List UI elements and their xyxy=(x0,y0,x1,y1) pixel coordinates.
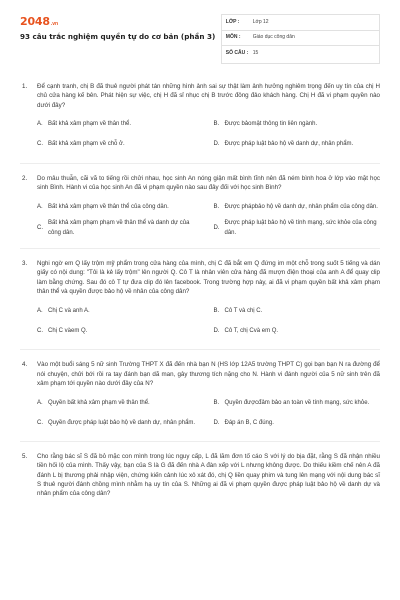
question-text: Cho rằng bác sĩ S đã bỏ mặc con mình trong lúc nguy cấp, L đã lăm đơn tố cáo S với lý do bịa đặt, rằng S đã nhận nhiều tiền hối lộ của mình. Thấy vậy, bạn của S là G đã đến nhà A đàn xếp với L nhưng không được. Do thiếu kiềm chế nên A đã đánh L bị thương phải nhập viện, chứng kiến cảnh lúc xô xát đó, chị Q liền quay phim và tung lên mạng với nội dung bác sĩ S thuê người đánh chồng mình nhằm hạ uy tín của S. Những ai đã vi phạm quyền được pháp luật bảo hộ về danh dự và nhân phẩm của công dân? xyxy=(37,453,380,498)
page-title: 93 câu trắc nghiệm quyền tự do cơ bản (phần 3) xyxy=(20,32,216,41)
option-letter: C. xyxy=(37,419,43,426)
answer-option-c[interactable] xyxy=(37,135,204,155)
info-value: Giáo dục công dân xyxy=(252,34,295,40)
option-text: Cô T, chị Cvà em Q. xyxy=(224,327,279,334)
option-text: Quyền bất khả xâm phạm về thân thể. xyxy=(48,399,150,406)
divider xyxy=(20,349,380,350)
option-letter: A. xyxy=(37,399,43,406)
site-logo[interactable] xyxy=(20,14,221,28)
answer-option-d[interactable] xyxy=(214,135,381,155)
option-letter: B. xyxy=(213,121,220,128)
info-row-class xyxy=(222,15,379,31)
answer-options xyxy=(37,393,380,433)
answer-option-c[interactable] xyxy=(37,321,204,341)
option-text: Quyền đượcđảm bảo an toàn về tính mạng, sức khỏe. xyxy=(224,399,370,406)
info-label: SỐ CÂU : xyxy=(225,50,249,56)
info-value: Lớp 12 xyxy=(252,18,269,25)
option-letter: D. xyxy=(213,419,220,426)
answer-options xyxy=(37,115,380,155)
logo-domain: .vn xyxy=(50,21,59,27)
info-row-subject xyxy=(222,31,379,47)
question-body xyxy=(37,174,380,240)
question-body xyxy=(37,259,380,341)
option-letter: D. xyxy=(213,225,220,232)
header-left xyxy=(20,14,221,64)
answer-option-d[interactable] xyxy=(214,321,381,341)
option-text: Bất khả xâm phạm về thân thể. xyxy=(48,121,132,128)
answer-option-d[interactable] xyxy=(214,413,381,433)
option-letter: C. xyxy=(37,141,43,148)
option-letter: B. xyxy=(213,399,220,406)
question-number: 5. xyxy=(22,453,28,461)
option-letter: A. xyxy=(37,203,43,210)
option-text: Đáp án B, C đúng. xyxy=(224,419,274,426)
answer-option-b[interactable] xyxy=(214,393,381,413)
option-text: Bất khả xâm phạm phạm về thân thể và danh dự của công dân. xyxy=(48,220,190,236)
answer-option-b[interactable] xyxy=(214,115,381,135)
option-text: Được pháp luật bảo hộ về danh dự, nhân phẩm. xyxy=(224,141,354,148)
info-label: LỚP : xyxy=(225,18,240,25)
question-number: 3. xyxy=(22,260,28,268)
option-text: Bất khả xâm phạm về chỗ ở. xyxy=(48,141,125,148)
divider xyxy=(20,441,380,442)
question-item xyxy=(20,452,380,498)
answer-options xyxy=(37,197,380,240)
question-item xyxy=(20,259,380,341)
answer-option-d[interactable] xyxy=(214,217,381,240)
question-body xyxy=(37,360,380,433)
question-text: Vào một buổi sáng 5 nữ sinh Trường THPT X đã đến nhà bạn N (HS lớp 12A5 trường THPT C) gọi bạn bạn N ra đường để nói chuyện, chửi bới rồi ra tay đánh bạn dã man, gây thương tích nặng cho N. Hành vi đánh người của 5 nữ sinh trên đã xâm phạm tới quyền nào dưới đây của N? xyxy=(37,361,380,387)
answer-option-a[interactable] xyxy=(37,197,204,217)
option-letter: C. xyxy=(37,327,43,334)
question-item xyxy=(20,174,380,240)
info-label: MÔN : xyxy=(225,34,241,40)
option-letter: D. xyxy=(213,327,220,334)
option-text: Được phápbảo hộ về danh dự, nhân phẩm của công dân. xyxy=(224,203,378,210)
question-list xyxy=(20,82,380,499)
info-table xyxy=(221,14,380,64)
info-row-count xyxy=(222,46,379,62)
option-letter: D. xyxy=(213,141,220,148)
answer-option-a[interactable] xyxy=(37,115,204,135)
option-text: Chị C vàem Q. xyxy=(48,327,88,334)
option-text: Bất khả xâm phạm về thân thể của công dân. xyxy=(48,203,169,210)
option-letter: A. xyxy=(37,121,43,128)
divider xyxy=(20,248,380,249)
option-letter: B. xyxy=(213,203,220,210)
answer-option-a[interactable] xyxy=(37,393,204,413)
answer-option-b[interactable] xyxy=(214,197,381,217)
divider xyxy=(20,163,380,164)
answer-option-c[interactable] xyxy=(37,217,204,240)
question-text: Do mâu thuẫn, cãi vã to tiếng rồi chửi nhau, học sinh An nóng giận mất bình tĩnh nên đã ném bình hoa ở lớp vào mặt học sinh Bình. Hành vi của học sinh An đã vi phạm quyền nào sau đây đối với học sinh Bình? xyxy=(37,174,380,192)
option-letter: A. xyxy=(37,307,43,314)
question-number: 2. xyxy=(22,174,28,182)
answer-option-a[interactable] xyxy=(37,301,204,321)
header xyxy=(20,14,380,64)
question-text: Nghi ngờ em Q lấy trộm mỹ phẩm trong cửa hàng của mình, chị C đã bắt em Q đứng im một chỗ trong suốt 5 tiếng và dán giấy có nội dung: "Tôi là kẻ lấy trộm" lên người Q. Cô T là nhân viên cửa hàng đã mượn điện thoại của anh A để quay clip làm bằng chứng. Sau đó cô T tự đưa clip đó lên facebook. Trong trường hợp này, ai đã vi phạm quyền bất khả xâm phạm thân thể và quyền được bảo hộ về nhân của công dân? xyxy=(37,260,380,295)
logo-text: 2048 xyxy=(20,15,50,28)
answer-options xyxy=(37,301,380,341)
option-letter: B. xyxy=(213,307,220,314)
question-number: 4. xyxy=(22,361,28,369)
answer-option-c[interactable] xyxy=(37,413,204,433)
question-text: Để cạnh tranh, chị B đã thuê người phát tán những hình ảnh sai sự thật làm ảnh hưởng nghiêm trọng đến uy tín của chị H chủ cửa hàng kế bên. Phát hiện sự việc, chị H đã sỉ nhục chị B trước đông đảo khách hàng. Chị H đã vi phạm quyền nào dưới đây? xyxy=(37,83,380,109)
question-body xyxy=(37,452,380,498)
question-item xyxy=(20,82,380,155)
option-text: Quyền được pháp luật bảo hộ về danh dự, nhân phẩm. xyxy=(48,419,196,426)
info-value: 15 xyxy=(252,50,259,56)
option-text: Chị C và anh A. xyxy=(48,307,90,314)
answer-option-b[interactable] xyxy=(214,301,381,321)
option-text: Được bảomật thông tin liên ngành. xyxy=(224,121,318,128)
option-letter: C. xyxy=(37,225,43,232)
question-item xyxy=(20,360,380,433)
question-number: 1. xyxy=(22,83,28,90)
option-text: Được pháp luật bảo hộ về tính mạng, sức khỏe của công dân. xyxy=(224,220,377,236)
question-body xyxy=(37,82,380,155)
option-text: Cô T và chị C. xyxy=(224,307,263,314)
